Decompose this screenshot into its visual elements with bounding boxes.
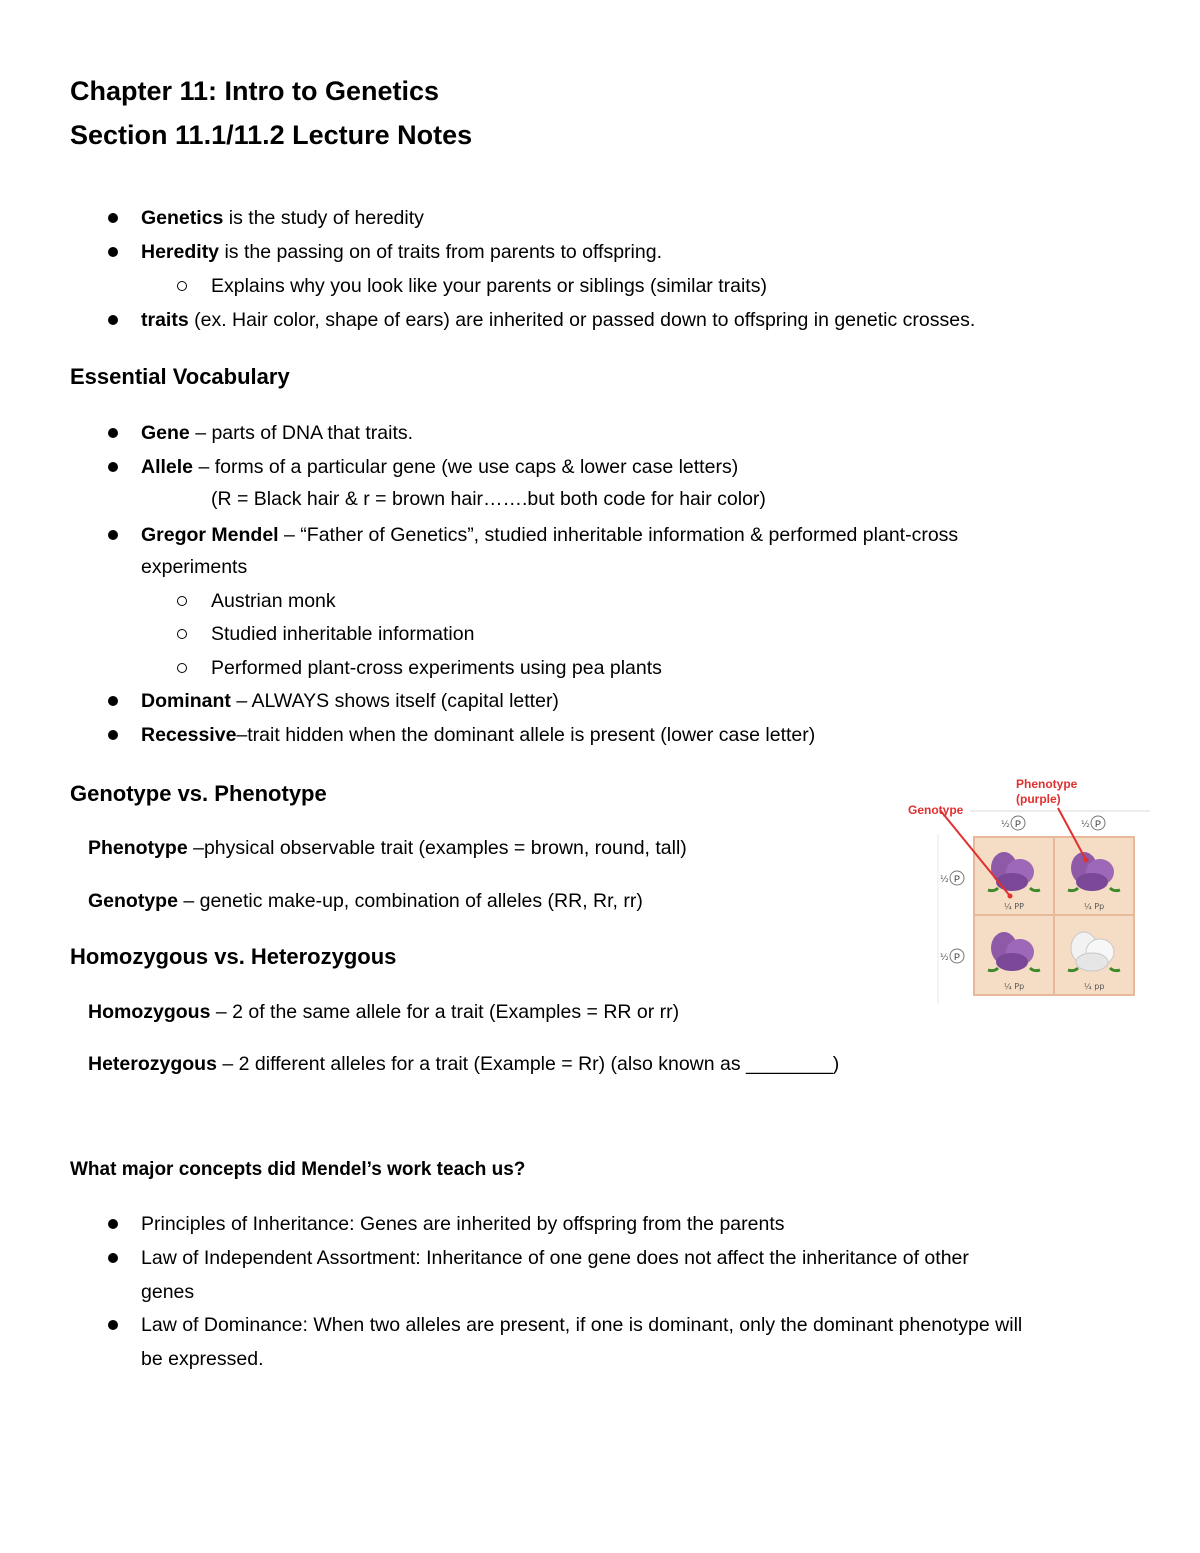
term: Homozygous <box>88 1001 211 1023</box>
definition: – “Father of Genetics”, studied inheritable information & performed plant-cross <box>278 524 959 546</box>
punnett-square-figure <box>900 772 1160 1012</box>
list-item: Principles of Inheritance: Genes are inherited by offspring from the parents <box>141 1213 785 1235</box>
homo-hetero-heading: Homozygous vs. Heterozygous <box>70 944 397 969</box>
list-item <box>141 307 975 333</box>
list-item <box>141 205 424 231</box>
row-header <box>940 871 964 885</box>
list-item <box>141 722 815 748</box>
row-header <box>940 949 964 963</box>
phenotype-sub-label: (purple) <box>1016 792 1061 806</box>
bullet-icon <box>108 530 118 540</box>
definition: – genetic make-up, combination of alleles (RR, Rr, rr) <box>177 890 643 912</box>
cell-label: ¼ PP <box>1004 902 1024 911</box>
bullet-icon <box>108 213 118 223</box>
term: Genetics <box>141 207 224 229</box>
list-item: Law of Independent Assortment: Inheritance of one gene does not affect the inheritance of other <box>141 1247 969 1269</box>
list-item <box>141 239 662 265</box>
bullet-icon <box>108 315 118 325</box>
cell-label: ¼ Pp <box>1004 982 1025 991</box>
definition: –physical observable trait (examples = brown, round, tall) <box>187 837 687 859</box>
cell-label: ¼ Pp <box>1084 902 1105 911</box>
definition: – 2 of the same allele for a trait (Examples = RR or rr) <box>210 1001 680 1023</box>
sub-bullet-icon <box>177 596 187 606</box>
allele-letter: P <box>1015 819 1022 829</box>
bullet-icon <box>108 730 118 740</box>
term: Genotype <box>88 890 178 912</box>
allele-example: (R = Black hair & r = brown hair…….but both code for hair color) <box>211 488 766 510</box>
term: Gene <box>141 422 190 444</box>
sub-list-item: Austrian monk <box>211 590 336 612</box>
header-fraction: ½ <box>1081 820 1090 830</box>
phenotype-arrow-head <box>1084 858 1089 863</box>
definition: – 2 different alleles for a trait (Example = Rr) (also known as ________) <box>216 1053 840 1075</box>
genotype-definition <box>88 888 643 914</box>
sub-list-item: Performed plant-cross experiments using pea plants <box>211 657 662 679</box>
sub-list-item: Explains why you look like your parents or siblings (similar traits) <box>211 275 767 297</box>
mendel-question: What major concepts did Mendel’s work teach us? <box>70 1159 526 1180</box>
allele-letter: P <box>954 874 961 884</box>
list-item <box>141 688 559 714</box>
phenotype-definition <box>88 835 687 861</box>
term: Dominant <box>141 690 231 712</box>
bullet-icon <box>108 1219 118 1229</box>
bullet-icon <box>108 1253 118 1263</box>
term: Phenotype <box>88 837 188 859</box>
header-fraction: ½ <box>1001 820 1010 830</box>
list-item-continued: genes <box>141 1281 195 1303</box>
bullet-icon <box>108 696 118 706</box>
term: Heterozygous <box>88 1053 217 1075</box>
homozygous-definition <box>88 999 679 1025</box>
sub-list-item: Studied inheritable information <box>211 623 475 645</box>
heterozygous-definition <box>88 1051 839 1077</box>
term: Heredity <box>141 241 220 263</box>
allele-letter: P <box>954 952 961 962</box>
definition: – forms of a particular gene (we use caps & lower case letters) <box>193 456 739 478</box>
vocab-heading: Essential Vocabulary <box>70 364 290 389</box>
bullet-icon <box>108 428 118 438</box>
term: Recessive <box>141 724 237 746</box>
header-fraction: ½ <box>940 875 949 885</box>
allele-letter: P <box>1095 819 1102 829</box>
bullet-icon <box>108 1320 118 1330</box>
sub-bullet-icon <box>177 663 187 673</box>
definition-continued: experiments <box>141 556 248 578</box>
list-item <box>141 420 413 446</box>
definition: (ex. Hair color, shape of ears) are inherited or passed down to offspring in genetic crosses. <box>188 309 976 331</box>
geno-pheno-heading: Genotype vs. Phenotype <box>70 781 327 806</box>
definition: –trait hidden when the dominant allele is present (lower case letter) <box>236 724 816 746</box>
genotype-label: Genotype <box>908 803 964 817</box>
list-item <box>141 522 958 548</box>
definition: – ALWAYS shows itself (capital letter) <box>230 690 559 712</box>
bullet-icon <box>108 462 118 472</box>
list-item: Law of Dominance: When two alleles are present, if one is dominant, only the dominant phenotype will <box>141 1314 1023 1336</box>
term: Allele <box>141 456 194 478</box>
chapter-title: Chapter 11: Intro to Genetics <box>70 76 440 106</box>
definition: – parts of DNA that traits. <box>189 422 414 444</box>
definition: is the passing on of traits from parents to offspring. <box>219 241 662 263</box>
phenotype-label: Phenotype <box>1016 777 1078 791</box>
list-item <box>141 454 738 480</box>
bullet-icon <box>108 247 118 257</box>
cell-label: ¼ pp <box>1084 982 1105 991</box>
genotype-arrow-head <box>1008 894 1013 899</box>
term: Gregor Mendel <box>141 524 279 546</box>
sub-bullet-icon <box>177 281 187 291</box>
section-title: Section 11.1/11.2 Lecture Notes <box>70 120 473 150</box>
list-item-continued: be expressed. <box>141 1348 264 1370</box>
definition: is the study of heredity <box>223 207 424 229</box>
term: traits <box>141 309 189 331</box>
column-header <box>1001 816 1025 830</box>
sub-bullet-icon <box>177 629 187 639</box>
header-fraction: ½ <box>940 953 949 963</box>
column-header <box>1081 816 1105 830</box>
